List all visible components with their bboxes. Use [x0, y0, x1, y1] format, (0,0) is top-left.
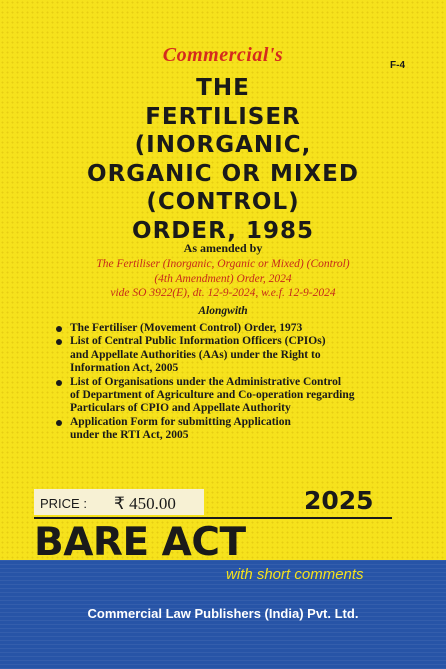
list-item-line: Information Act, 2005 [70, 362, 179, 375]
list-item-line: List of Organisations under the Administrative Control [70, 375, 342, 388]
publisher-logo: Commercial's [162, 44, 284, 66]
divider [34, 517, 392, 519]
list-item [56, 416, 426, 443]
title-line: FERTILISER [145, 103, 301, 130]
short-comments-tagline: with short comments [226, 566, 364, 583]
bullet-icon [56, 380, 62, 386]
list-item-line: of Department of Agriculture and Co-operation regarding [70, 389, 355, 402]
list-item [56, 322, 426, 335]
list-item [56, 376, 426, 416]
title-line: (INORGANIC, [134, 132, 312, 158]
book-title [0, 74, 446, 245]
bare-act-heading: BARE ACT [34, 520, 246, 565]
amended-by-heading: As amended by [183, 241, 263, 255]
list-item-line: The Fertiliser (Movement Control) Order, 1973 [70, 322, 303, 334]
title-line: THE [196, 75, 250, 101]
list-item-line: List of Central Public Information Officers (CPIOs) [70, 335, 326, 348]
alongwith-heading: Alongwith [198, 305, 248, 317]
bullet-icon [56, 326, 62, 332]
contents-list [56, 322, 426, 443]
price-label: PRICE : [40, 496, 87, 511]
list-item-line: Application Form for submitting Application [70, 415, 291, 428]
list-item-line: Particulars of CPIO and Appellate Authority [70, 402, 291, 415]
title-line: ORDER, 1985 [132, 217, 314, 244]
list-item [56, 335, 426, 375]
publisher-name: Commercial Law Publishers (India) Pvt. Ltd. [87, 606, 359, 621]
price-value: ₹ 450.00 [114, 494, 176, 513]
title-line: (CONTROL) [146, 189, 300, 215]
title-line: ORGANIC OR MIXED [87, 160, 359, 187]
amendment-line: (4th Amendment) Order, 2024 [154, 272, 292, 285]
edition-year: 2025 [304, 486, 374, 515]
list-item-line: and Appellate Authorities (AAs) under the Right to [70, 348, 321, 361]
bullet-icon [56, 420, 62, 426]
list-item-line: under the RTI Act, 2005 [70, 429, 189, 442]
catalog-code: F-4 [390, 60, 405, 71]
amendment-line: The Fertiliser (Inorganic, Organic or Mixed) (Control) [96, 258, 350, 270]
price-bar [34, 486, 392, 516]
amendment-details [0, 257, 446, 301]
bullet-icon [56, 339, 62, 345]
amendment-line: vide SO 3922(E), dt. 12-9-2024, w.e.f. 12-9-2024 [110, 287, 336, 299]
